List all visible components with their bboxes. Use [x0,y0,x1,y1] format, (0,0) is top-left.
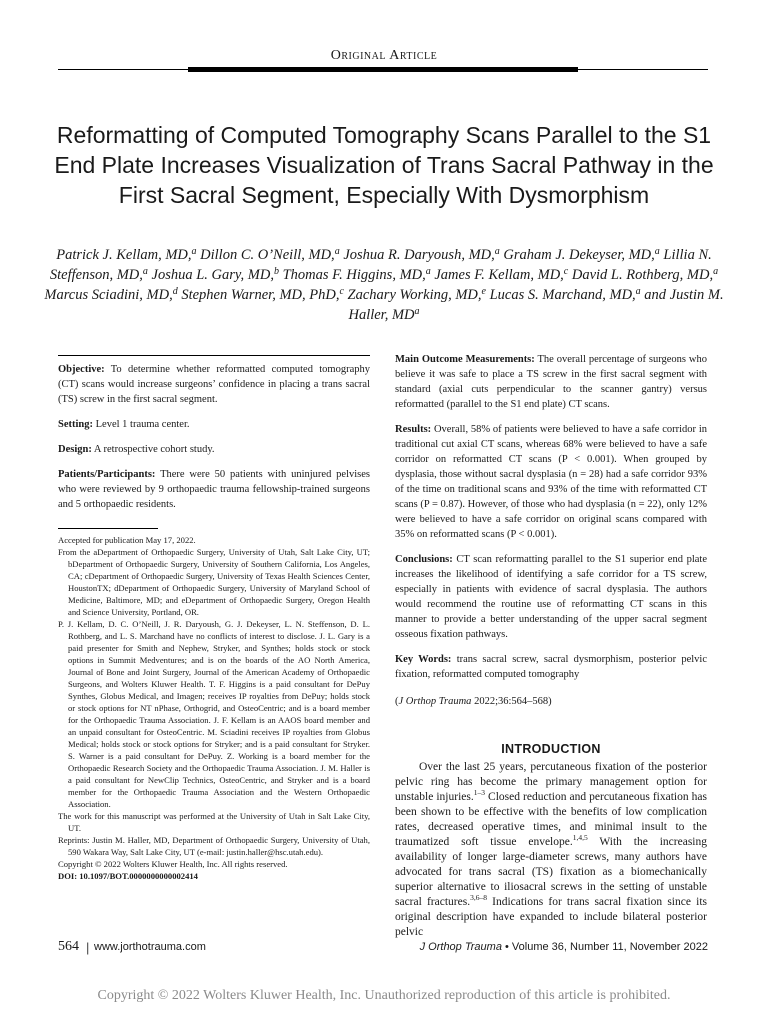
footer-divider: | [86,940,90,955]
footnotes [58,534,370,882]
author-affiliation-marker: c [339,286,344,297]
author-name-text: Lucas S. Marchand, MD, [489,287,636,303]
author-name-text: Graham J. Dekeyser, MD, [503,247,655,263]
author-name-text: Marcus Sciadini, MD, [44,287,173,303]
citation-superscript: 1–3 [473,788,485,798]
footnote-conflicts: P. J. Kellam, D. C. O’Neill, J. R. Daryoush, G. J. Dekeyser, L. N. Steffenson, D. L. Rothberg, and L. S. Marchand have no conflicts of interest to disclose. J. L. Gary is a paid presenter for Smith and Nephew, Stryker, and Synthes; holds stock or stock options in Summit Medventures; and is on the boards of the AO North America, Journal of Bone and Joint Surgery, Journal of the American Academy of Orthopaedic Surgeons, and Wolters Kluwer Health. T. F. Higgins is a paid consultant for DePuy Synthes, Globus Medical, and Imagen; receives IP royalties from DePuy; holds stock or stock options for NT nPhase, Orthogrid, and OsteoCentric; and is a board member for the Orthopaedic Trauma Association. J. F. Kellam is an AAOS board member and an unpaid consultant for OsteoCentric. M. Sciadini receives IP royalties from Globus Medical; holds stock or stock options for Stryker; and is a paid consultant for Stryker. S. Warner is a paid consultant for DePuy. Z. Working is a board member for the Orthopaedic Research Society and the Orthopaedic Trauma Association. J. M. Haller is a paid consultant for NewClip Technics, OsteoCentric, and Stryker and is a board member for the Orthopaedic Trauma Association and the Western Orthopaedic Association. [58,619,370,809]
patients-text: There were 50 patients with uninjured pelvises who were reviewed by 9 orthopaedic trauma fellowship-trained surgeons and 5 orthopaedic residents. [58,469,370,510]
author-name-text: Stephen Warner, MD, PhD, [181,287,340,303]
author-name [503,247,659,263]
outcome-label: Main Outcome Measurements: [395,354,535,365]
abstract-setting [58,417,370,432]
abstract-citation: (J Orthop Trauma 2022;36:564–568) [395,696,552,707]
results-label: Results: [395,424,432,435]
footer-journal-name: J Orthop Trauma [419,941,502,953]
author-name [200,247,340,263]
author-name [56,247,196,263]
author-name [343,247,499,263]
author-affiliation-marker: a [654,246,660,257]
intro-text-d: Indications for trans sacral fixation since its original description have expanded to include bilateral posterior pelvic [395,896,707,938]
author-name-text: James F. Kellam, MD, [434,267,564,283]
author-affiliation-marker: a [142,266,148,277]
header-rule-thick [188,67,578,72]
citation-superscript: 3,6–8 [470,893,487,903]
keywords-label: Key Words: [395,654,452,665]
footnote-reprints: Reprints: Justin M. Haller, MD, Department of Orthopaedic Surgery, University of Utah, 590 Wakara Way, Salt Lake City, UT (e-mail: justin.haller@hsc.utah.edu). [58,835,370,857]
author-name-text: Joshua R. Daryoush, MD, [343,247,495,263]
author-list [40,245,728,325]
article-title: Reformatting of Computed Tomography Scans Parallel to the S1 End Plate Increases Visualization of Trans Sacral Pathway in the First Sacral Segment, Especially With Dysmorphism [54,122,714,208]
author-name [283,267,431,283]
author-name-text: Patrick J. Kellam, MD, [56,247,192,263]
author-affiliation-marker: a [425,266,431,277]
objective-text: To determine whether reformatted computed tomography (CT) scans would increase surgeons’ confidence in placing a trans sacral (TS) screw in the first sacral segment. [58,364,370,405]
author-name [44,287,177,303]
author-affiliation-marker: a [713,266,719,277]
abstract-top-rule [58,355,370,356]
abstract-objective [58,362,370,407]
citation-details: 2022;36:564–568) [474,696,552,707]
setting-text: Level 1 trauma center. [95,419,190,430]
abstract-design [58,442,370,457]
author-name-text: Joshua L. Gary, MD, [151,267,274,283]
author-affiliation-marker: a [494,246,500,257]
introduction-paragraph [395,760,707,940]
abstract-left-column [58,362,370,522]
footnote-doi: DOI: 10.1097/BOT.0000000000002414 [58,871,198,881]
design-text: A retrospective cohort study. [93,444,215,455]
citation-superscript: 1,4,5 [572,833,588,843]
footnote-affiliations: From the aDepartment of Orthopaedic Surgery, University of Utah, Salt Lake City, UT; bDepartment of Orthopaedic Surgery, University of Southern California, Los Angeles, CA; cDepartment of Orthopaedic Surgery, University of Texas Health Sciences Center, HoustonTX; dDepartment of Orthopaedic Surgery, University of Maryland School of Medicine, Baltimore, MD; and eDepartment of Orthopaedic Surgery, Oregon Health and Science University, Portland, OR. [58,547,370,617]
patients-label: Patients/Participants: [58,469,156,480]
abstract-conclusions [395,552,707,642]
article-type-label: Original Article [330,48,438,63]
citation-journal: J Orthop Trauma [398,696,472,707]
footer-issue: Volume 36, Number 11, November 2022 [511,941,708,953]
page-number: 564 [58,939,79,954]
footnote-work-location: The work for this manuscript was performed at the University of Utah in Salt Lake City, UT. [58,811,370,833]
footnote-accepted: Accepted for publication May 17, 2022. [58,535,196,545]
design-label: Design: [58,444,92,455]
author-name-text: David L. Rothberg, MD, [571,267,714,283]
author-name [434,267,568,283]
copyright-notice: Copyright © 2022 Wolters Kluwer Health, Inc. Unauthorized reproduction of this article is prohibited. [97,988,671,1003]
abstract-keywords [395,652,707,682]
author-name [181,287,344,303]
intro-text-a: Over the last 25 years, percutaneous fixation of the posterior pelvic ring has become the primary management option for unstable injuries. [395,761,707,803]
footer-bullet: • [505,941,509,953]
author-affiliation-marker: b [273,266,279,277]
intro-text-b: Closed reduction and percutaneous fixation has been shown to be effective with the benefits of low complication rates, decreased operative times, and minimal insult to the traumatized soft tissue envelope. [395,791,707,848]
conclusions-text: CT scan reformatting parallel to the S1 superior end plate increases the likelihood of identifying a safe corridor for a TS screw, especially in patients with evidence of sacral dysplasia. The authors would recommend the routine use of reformatting CT scans in this manner to provide a better understanding of the upper sacral segment osseous fixation pathways. [395,554,708,640]
author-name-text: Zachary Working, MD, [347,287,482,303]
footnote-copyright: Copyright © 2022 Wolters Kluwer Health, Inc. All rights reserved. [58,859,288,869]
abstract-right-column [395,352,707,719]
author-affiliation-marker: d [172,286,178,297]
setting-label: Setting: [58,419,93,430]
footer-journal-info [420,941,708,953]
author-affiliation-marker: a [414,306,420,317]
author-name-text: and Justin M. Haller, MD [348,287,724,323]
author-name-text: Lillia N. Steffenson, MD, [49,247,712,283]
author-name-text: Thomas F. Higgins, MD, [282,267,426,283]
conclusions-label: Conclusions: [395,554,453,565]
objective-label: Objective: [58,364,105,375]
introduction-heading: INTRODUCTION [501,742,601,756]
author-name [348,287,486,303]
author-affiliation-marker: e [481,286,486,297]
results-text: Overall, 58% of patients were believed to have a safe corridor in traditional cut axial CT scans, whereas 68% were believed to have a safe corridor on reformatted CT scans (P < 0.001). When grouped by dysplasia, those without sacral dysplasia (n = 28) had a safe corridor 93% of the time on traditional scans and 93% of the time with reformatted CT scans (P = 0.87). However, of those who had dysplasia (n = 22), only 12% were believed to have a safe corridor on original scans compared with 35% on reformatted scans (P < 0.001). [395,424,707,540]
abstract-results [395,422,707,542]
journal-url-link[interactable]: www.jorthotrauma.com [94,941,206,953]
author-affiliation-marker: a [191,246,197,257]
keywords-text: trans sacral screw, sacral dysmorphism, posterior pelvic fixation, reformatted computed tomography [395,654,708,680]
author-name [572,267,718,283]
author-affiliation-marker: a [635,286,641,297]
author-name [490,287,641,303]
abstract-patients [58,467,370,512]
author-name-text: Dillon C. O’Neill, MD, [200,247,335,263]
author-affiliation-marker: c [563,266,569,277]
intro-text-c: With the increasing availability of longer large-diameter screws, many authors have advocated for trans sacral (TS) fixation as a biomechanically superior alternative to iliosacral screws in the setting of unstable sacral fractures. [395,836,707,908]
author-name [152,267,279,283]
author-affiliation-marker: a [334,246,340,257]
outcome-text: The overall percentage of surgeons who believe it was safe to place a TS screw in the first sacral segment with standard (axial cuts perpendicular to the scanner gantry) versus reformatted (parallel to the S1 end plate) CT scans. [395,354,707,410]
footnote-rule [58,528,158,529]
abstract-outcome [395,352,707,412]
